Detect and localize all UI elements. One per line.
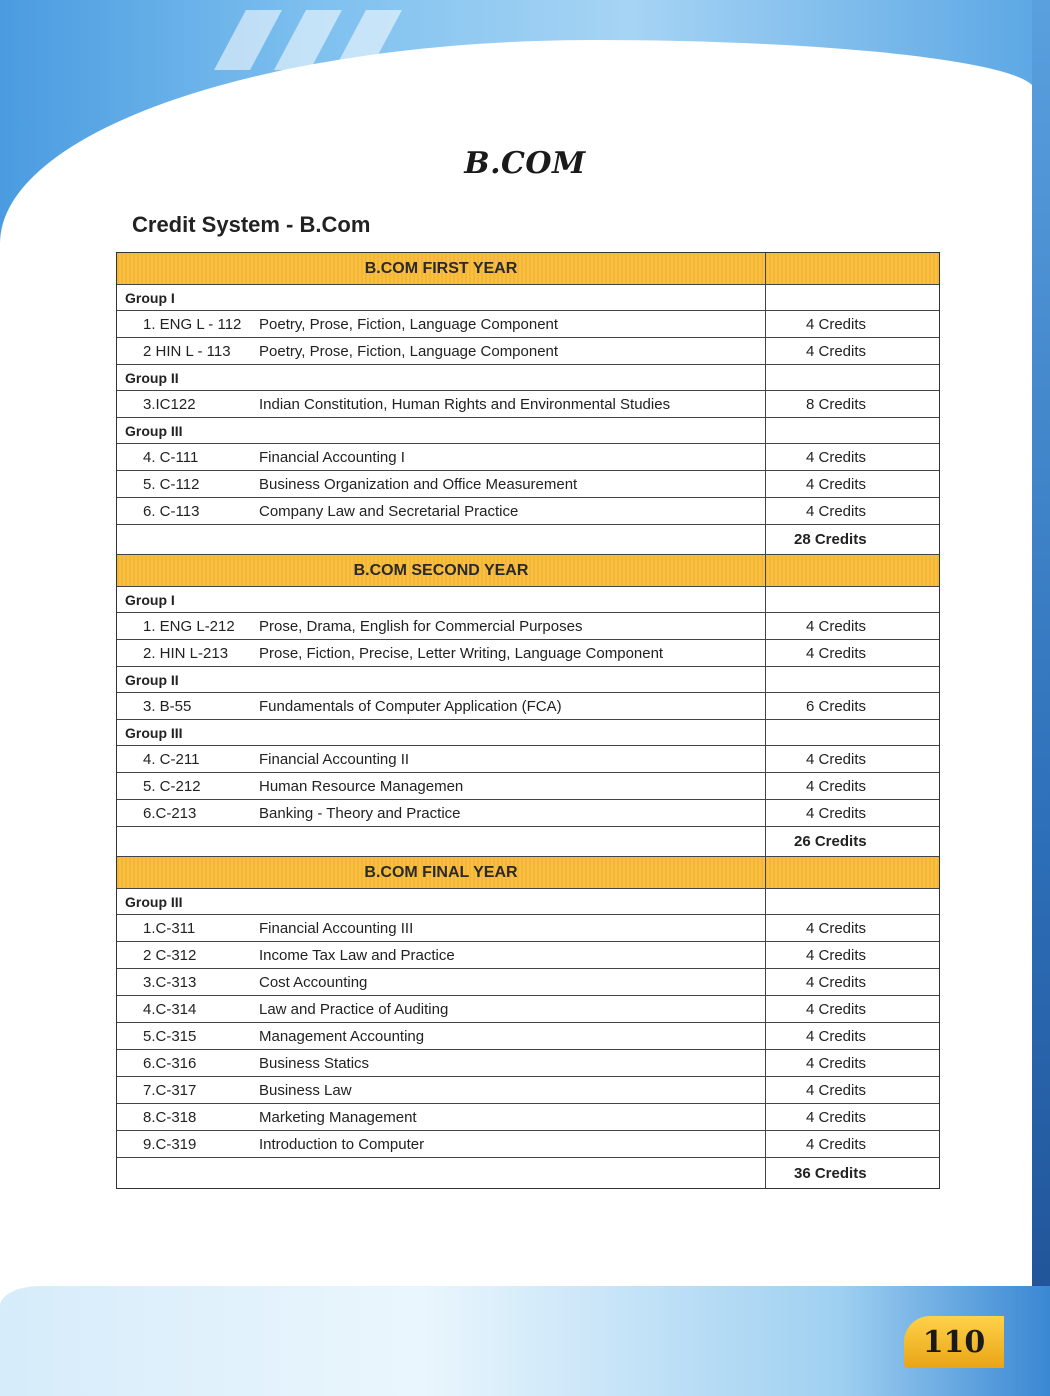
course-cell <box>117 338 765 364</box>
group-row <box>117 667 939 693</box>
course-row <box>117 915 939 942</box>
group-label: Group I <box>125 289 175 306</box>
course-code: 9.C-319 <box>143 1135 197 1153</box>
course-code: 5. C-112 <box>143 475 200 493</box>
page-title: B.COM <box>464 146 586 181</box>
course-code: 4.C-314 <box>143 1000 197 1018</box>
course-row <box>117 311 939 338</box>
group-credit-cell <box>765 889 939 914</box>
course-cell <box>117 1023 765 1049</box>
course-row <box>117 498 939 525</box>
section-subtitle: Credit System - B.Com <box>132 212 371 237</box>
course-code: 8.C-318 <box>143 1108 197 1126</box>
course-cell <box>117 1050 765 1076</box>
course-code: 3.IC122 <box>143 395 196 413</box>
group-row <box>117 418 939 444</box>
course-name: Marketing Management <box>259 1108 417 1126</box>
footer-band <box>0 1286 1050 1396</box>
course-credits: 6 Credits <box>765 693 939 719</box>
course-credits: 4 Credits <box>765 1077 939 1103</box>
year-header-row <box>117 555 939 587</box>
course-row <box>117 1023 939 1050</box>
total-spacer <box>117 525 765 554</box>
course-cell <box>117 391 765 417</box>
course-credits: 4 Credits <box>765 969 939 995</box>
course-code: 4. C-211 <box>143 750 200 768</box>
course-name: Business Organization and Office Measurement <box>259 475 578 493</box>
course-code: 7.C-317 <box>143 1081 197 1099</box>
course-code: 1. ENG L-212 <box>143 617 235 635</box>
course-credits: 4 Credits <box>765 1023 939 1049</box>
course-code: 1.C-311 <box>143 919 196 937</box>
course-code: 5.C-315 <box>143 1027 197 1045</box>
course-name: Financial Accounting I <box>259 448 405 466</box>
course-credits: 4 Credits <box>765 613 939 639</box>
credit-table <box>116 252 940 1189</box>
course-row <box>117 471 939 498</box>
course-cell <box>117 1131 765 1157</box>
course-name: Business Law <box>259 1081 352 1099</box>
course-row <box>117 1077 939 1104</box>
course-row <box>117 391 939 418</box>
year-header-row <box>117 857 939 889</box>
course-cell <box>117 693 765 719</box>
course-row <box>117 746 939 773</box>
year-title: B.COM SECOND YEAR <box>353 561 529 579</box>
course-code: 2 HIN L - 113 <box>143 342 231 360</box>
group-credit-cell <box>765 720 939 745</box>
course-name: Management Accounting <box>259 1027 425 1045</box>
year-total-credits: 26 Credits <box>765 827 939 856</box>
course-credits: 4 Credits <box>765 338 939 364</box>
course-name: Company Law and Secretarial Practice <box>259 502 519 520</box>
total-spacer <box>117 1158 765 1188</box>
group-row <box>117 587 939 613</box>
course-credits: 4 Credits <box>765 773 939 799</box>
group-label: Group II <box>125 671 179 688</box>
course-name: Law and Practice of Auditing <box>259 1000 449 1018</box>
course-cell <box>117 311 765 337</box>
year-total-row <box>117 1158 939 1188</box>
course-row <box>117 800 939 827</box>
group-label: Group III <box>125 893 183 910</box>
group-credit-cell <box>765 418 939 443</box>
course-credits: 4 Credits <box>765 746 939 772</box>
course-name: Indian Constitution, Human Rights and Environmental Studies <box>259 395 671 413</box>
course-name: Financial Accounting III <box>259 919 414 937</box>
course-row <box>117 1104 939 1131</box>
course-code: 3. B-55 <box>143 697 192 715</box>
course-credits: 4 Credits <box>765 1104 939 1130</box>
course-name: Prose, Drama, English for Commercial Purposes <box>259 617 583 635</box>
course-cell <box>117 996 765 1022</box>
course-code: 4. C-111 <box>143 448 199 466</box>
year-credit-cell <box>765 857 939 888</box>
course-cell <box>117 915 765 941</box>
course-code: 2. HIN L-213 <box>143 644 229 662</box>
course-name: Fundamentals of Computer Application (FCA) <box>259 697 562 715</box>
course-row <box>117 1050 939 1077</box>
course-cell <box>117 498 765 524</box>
year-header-row <box>117 253 939 285</box>
course-credits: 4 Credits <box>765 640 939 666</box>
course-credits: 4 Credits <box>765 942 939 968</box>
group-label: Group I <box>125 591 175 608</box>
course-cell <box>117 773 765 799</box>
course-name: Introduction to Computer <box>259 1135 425 1153</box>
year-total-credits: 28 Credits <box>765 525 939 554</box>
group-label: Group III <box>125 724 183 741</box>
course-row <box>117 693 939 720</box>
course-name: Income Tax Law and Practice <box>259 946 455 964</box>
course-row <box>117 969 939 996</box>
page-number-badge <box>904 1316 1004 1368</box>
course-credits: 4 Credits <box>765 915 939 941</box>
course-credits: 8 Credits <box>765 391 939 417</box>
group-credit-cell <box>765 667 939 692</box>
course-row <box>117 640 939 667</box>
year-total-credits: 36 Credits <box>765 1158 939 1188</box>
total-spacer <box>117 827 765 856</box>
course-credits: 4 Credits <box>765 1050 939 1076</box>
course-cell <box>117 942 765 968</box>
group-row <box>117 285 939 311</box>
course-name: Banking - Theory and Practice <box>259 804 461 822</box>
page-edge <box>1032 0 1050 1396</box>
group-credit-cell <box>765 285 939 310</box>
course-cell <box>117 640 765 666</box>
year-credit-cell <box>765 555 939 586</box>
course-credits: 4 Credits <box>765 1131 939 1157</box>
course-credits: 4 Credits <box>765 800 939 826</box>
course-code: 6.C-213 <box>143 804 197 822</box>
course-credits: 4 Credits <box>765 471 939 497</box>
group-label: Group III <box>125 422 183 439</box>
course-cell <box>117 444 765 470</box>
course-credits: 4 Credits <box>765 498 939 524</box>
course-code: 3.C-313 <box>143 973 197 991</box>
course-code: 6. C-113 <box>143 502 200 520</box>
course-code: 6.C-316 <box>143 1054 197 1072</box>
group-row <box>117 720 939 746</box>
course-name: Prose, Fiction, Precise, Letter Writing, Language Component <box>259 644 664 662</box>
course-row <box>117 773 939 800</box>
group-credit-cell <box>765 365 939 390</box>
year-total-row <box>117 525 939 555</box>
course-cell <box>117 1077 765 1103</box>
course-row <box>117 942 939 969</box>
course-code: 1. ENG L - 112 <box>143 315 242 333</box>
course-row <box>117 613 939 640</box>
group-row <box>117 889 939 915</box>
year-total-row <box>117 827 939 857</box>
course-row <box>117 1131 939 1158</box>
page-number: 110 <box>922 1324 986 1360</box>
course-cell <box>117 746 765 772</box>
course-name: Financial Accounting II <box>259 750 410 768</box>
course-code: 5. C-212 <box>143 777 201 795</box>
year-credit-cell <box>765 253 939 284</box>
course-row <box>117 444 939 471</box>
course-row <box>117 996 939 1023</box>
course-name: Business Statics <box>259 1054 370 1072</box>
course-name: Poetry, Prose, Fiction, Language Component <box>259 342 559 360</box>
course-cell <box>117 800 765 826</box>
course-credits: 4 Credits <box>765 444 939 470</box>
course-code: 2 C-312 <box>143 946 197 964</box>
course-name: Poetry, Prose, Fiction, Language Component <box>259 315 559 333</box>
course-cell <box>117 1104 765 1130</box>
group-row <box>117 365 939 391</box>
course-name: Human Resource Managemen <box>259 777 464 795</box>
course-credits: 4 Credits <box>765 996 939 1022</box>
course-cell <box>117 471 765 497</box>
year-title: B.COM FINAL YEAR <box>364 863 518 881</box>
course-row <box>117 338 939 365</box>
course-cell <box>117 613 765 639</box>
group-label: Group II <box>125 369 179 386</box>
year-title: B.COM FIRST YEAR <box>364 259 518 277</box>
course-name: Cost Accounting <box>259 973 368 991</box>
course-cell <box>117 969 765 995</box>
course-credits: 4 Credits <box>765 311 939 337</box>
group-credit-cell <box>765 587 939 612</box>
